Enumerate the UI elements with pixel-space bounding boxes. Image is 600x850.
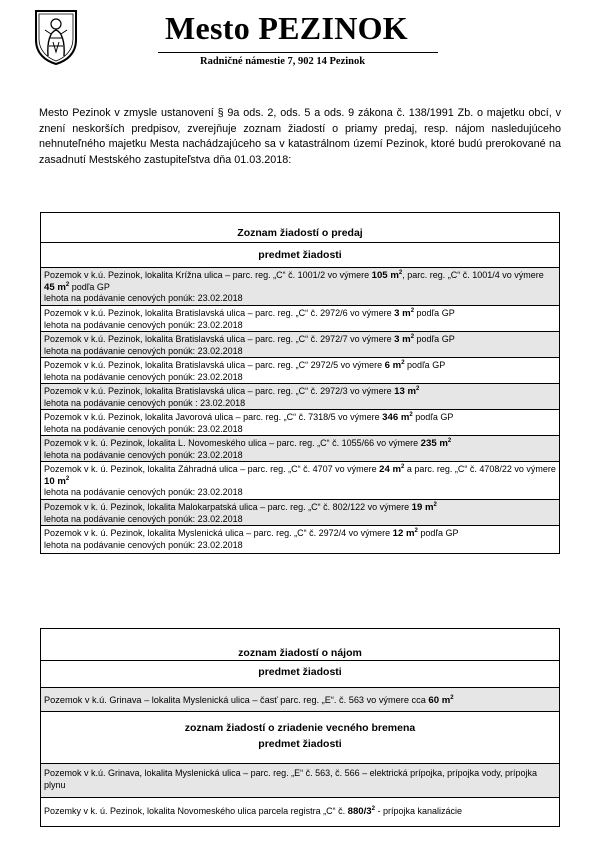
area-exponent: 2 <box>398 270 403 276</box>
sale-request-item <box>41 526 559 553</box>
area-value: 60 $m^2$ <box>428 695 454 706</box>
lease-easement-table <box>40 628 560 827</box>
bid-deadline: lehota na podávanie cenových ponúk: 23.02.2018 <box>44 345 243 356</box>
sale-request-item <box>41 332 559 358</box>
item-description: Pozemok v k.ú. Pezinok, lokalita Bratislavská ulica – parc. reg. „C“ č. 2972/7 vo výmere 3 $m^2$ podľa GP <box>44 334 455 345</box>
area-value: 10 $m^2$ <box>44 475 70 487</box>
area-exponent: 2 <box>447 438 452 444</box>
intro-paragraph: Mesto Pezinok v zmysle ustanovení § 9a ods. 2, ods. 5 a ods. 9 zákona č. 138/1991 Zb. o majetku obcí, v znení neskorších predpisov, zverejňuje zoznam žiadostí o priamy predaj, resp. nájom nasledujúceho nehnuteľného majetku Mesta nachádzajúceho sa v katastrálnom území Pezinok, ktoré budú prerokované na zasadnutí Mestského zastupiteľstva dňa 01.03.2018: <box>39 107 561 166</box>
area-value: 346 $m^2$ <box>382 412 413 423</box>
area-value: 13 $m^2$ <box>394 386 420 397</box>
sale-request-item <box>41 462 559 500</box>
lease-table-subtitle: predmet žiadosti <box>41 661 559 688</box>
sale-table-subtitle: predmet žiadosti <box>41 243 559 268</box>
area-value: 12 $m^2$ <box>392 528 418 539</box>
sale-table-title: Zoznam žiadostí o predaj <box>41 213 559 243</box>
sale-request-item <box>41 410 559 436</box>
sale-requests-table <box>40 212 560 554</box>
sale-request-item <box>41 306 559 332</box>
area-value: 6 $m^2$ <box>384 360 405 371</box>
area-exponent: 2 <box>410 334 415 340</box>
item-description: Pozemok v k.ú. Pezinok, lokalita Bratislavská ulica – parc. reg. „C“ č. 2972/6 vo výmere 3 $m^2$ podľa GP <box>44 308 455 319</box>
header-divider <box>158 52 438 53</box>
easement-table-subtitle: predmet žiadosti <box>258 738 342 750</box>
area-exponent: 2 <box>410 308 415 314</box>
area-value: 45 $m^2$ <box>44 281 70 293</box>
item-description: Pozemok v k.ú. Pezinok, lokalita Bratislavská ulica – parc. reg. „C“ č. 2972/3 vo výmere 13 $m^2$ <box>44 386 420 397</box>
city-title: Mesto PEZINOK <box>165 10 408 46</box>
area-exponent: 2 <box>416 386 420 392</box>
area-value: 19 $m^2$ <box>411 502 437 513</box>
bid-deadline: lehota na podávanie cenových ponúk: 23.02.2018 <box>44 319 243 330</box>
area-exponent: 2 <box>401 360 405 366</box>
lease-table-title: zoznam žiadostí o nájom <box>41 629 559 661</box>
bid-deadline: lehota na podávanie cenových ponúk: 23.02.2018 <box>44 449 243 460</box>
easement-table-title: zoznam žiadostí o zriadenie vecného bremena <box>184 722 416 734</box>
city-address: Radničné námestie 7, 902 14 Pezinok <box>200 56 366 67</box>
bid-deadline: lehota na podávanie cenových ponúk: 23.02.2018 <box>44 539 243 550</box>
item-description: Pozemok v k.ú. Pezinok, lokalita Javorová ulica – parc. reg. „C“ č. 7318/5 vo výmere 346 $m^2$ podľa GP <box>44 412 454 423</box>
item-description: Pozemky v k. ú. Pezinok, lokalita Novomeského ulica parcela registra „C“ č. $880/3^2$ - prípojka kanalizácie <box>44 806 463 817</box>
easement-request-item <box>41 798 559 826</box>
area-value: 3 $m^2$ <box>394 308 415 319</box>
area-value: 3 $m^2$ <box>394 334 415 345</box>
bid-deadline: lehota na podávanie cenových ponúk: 23.02.2018 <box>44 371 243 382</box>
item-description: Pozemok v k.ú. Grinava, lokalita Myslenická ulica – parc. reg. „E“ č. 563, č. 566 – elektrická prípojka, prípojka vody, prípojka plynu <box>44 768 538 790</box>
bid-deadline: lehota na podávanie cenových ponúk: 23.02.2018 <box>44 293 243 303</box>
item-description: Pozemok v k.ú. Grinava – lokalita Myslenická ulica – časť parc. reg. „E“. č. 563 vo výmere cca 60 $m^2$ <box>44 695 454 706</box>
item-description: Pozemok v k. ú. Pezinok, lokalita Malokarpatská ulica – parc. reg. „C“ č. 802/122 vo výmere 19 $m^2$ <box>44 502 437 513</box>
area-exponent: 2 <box>65 475 70 482</box>
area-value: 105 $m^2$ <box>371 270 403 281</box>
sale-request-item <box>41 384 559 410</box>
item-description: Pozemok v k.ú. Pezinok, lokalita Bratislavská ulica – parc. reg. „C“ 2972/5 vo výmere 6 $m^2$ podľa GP <box>44 360 446 371</box>
easement-table-header <box>41 712 559 764</box>
area-exponent: 2 <box>409 412 413 418</box>
area-exponent: 2 <box>401 464 405 470</box>
sale-request-item <box>41 358 559 384</box>
area-exponent: 2 <box>65 281 70 288</box>
bid-deadline: lehota na podávanie cenových ponúk: 23.02.2018 <box>44 423 243 434</box>
bid-deadline: lehota na podávanie cenových ponúk: 23.02.2018 <box>44 513 243 524</box>
sale-request-item <box>41 436 559 462</box>
city-crest-logo <box>33 8 79 66</box>
item-description: Pozemok v k.ú. Pezinok, lokalita Krížna ulica – parc. reg. „C“ č. 1001/2 vo výmere 105 $m^2$, parc. reg. „C“ č. 1001/4 vo výmere 45 $m^2$ podľa GP <box>44 270 544 293</box>
sale-request-item <box>41 268 559 306</box>
bid-deadline: lehota na podávanie cenových ponúk : 23.02.2018 <box>44 397 246 408</box>
area-value: 235 $m^2$ <box>420 438 452 449</box>
easement-request-item <box>41 764 559 798</box>
area-exponent: 2 <box>450 695 454 701</box>
area-exponent: 2 <box>371 806 375 812</box>
item-description: Pozemok v k. ú. Pezinok, lokalita L. Novomeského ulica – parc. reg. „C“ č. 1055/66 vo výmere 235 $m^2$ <box>44 438 452 449</box>
area-value: $880/3^2$ <box>347 806 375 817</box>
area-exponent: 2 <box>414 528 418 534</box>
lease-request-item <box>41 688 559 712</box>
item-description: Pozemok v k. ú. Pezinok, lokalita Myslenická ulica – parc. reg. „C“ č. 2972/4 vo výmere 12 $m^2$ podľa GP <box>44 528 459 539</box>
area-value: 24 $m^2$ <box>379 464 405 475</box>
item-description: Pozemok v k. ú. Pezinok, lokalita Záhradná ulica – parc. reg. „C“ č. 4707 vo výmere 24 $m^2$ a parc. reg. „C“ č. 4708/22 vo výmere 10 $m^2$ <box>44 464 556 487</box>
sale-request-item <box>41 500 559 526</box>
area-exponent: 2 <box>433 502 437 508</box>
bid-deadline: lehota na podávanie cenových ponúk: 23.02.2018 <box>44 487 243 497</box>
